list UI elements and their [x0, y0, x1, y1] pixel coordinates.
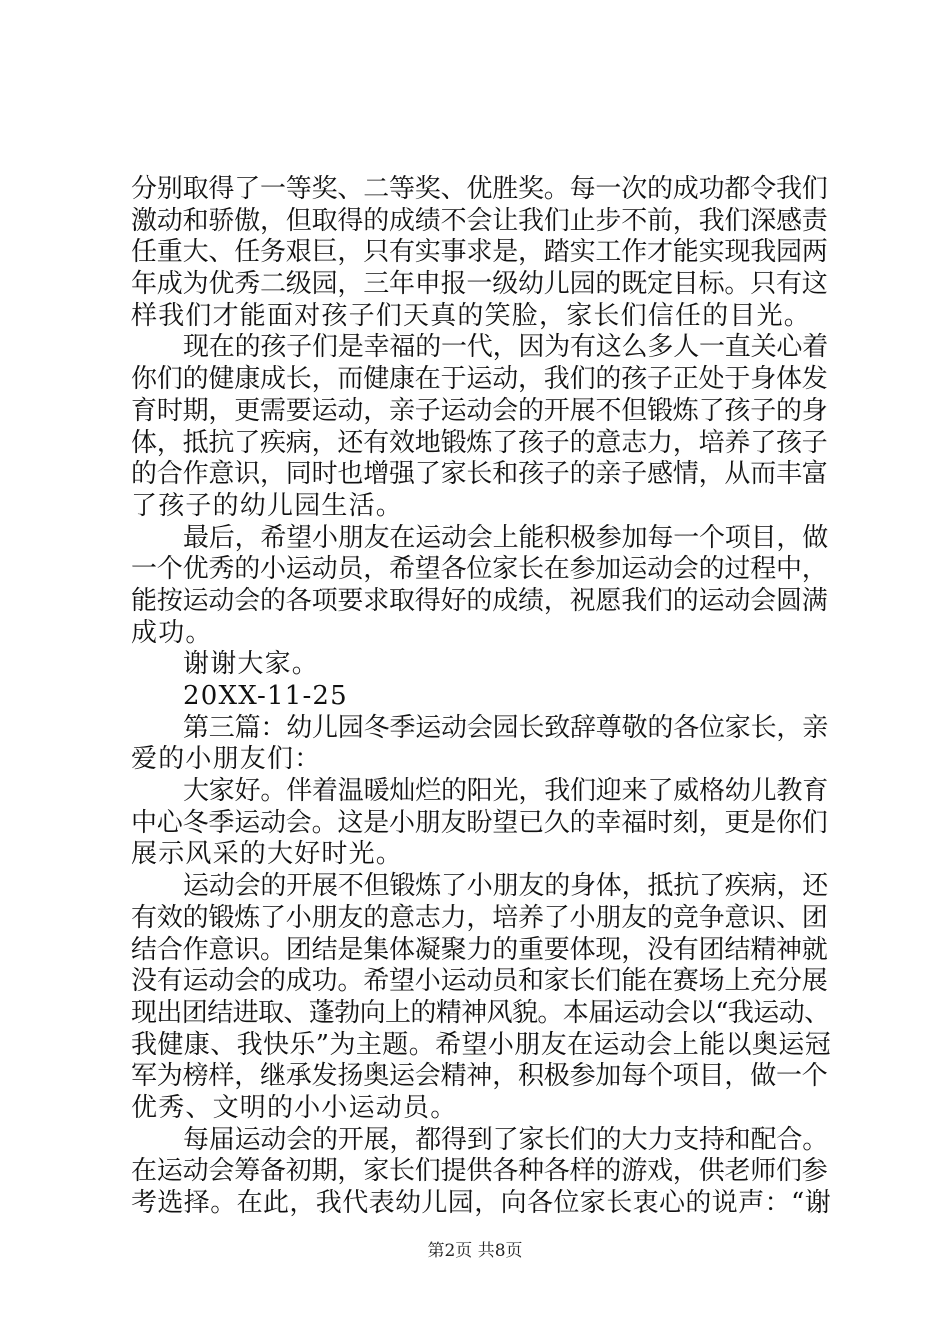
text-line: 运动会的开展不但锻炼了小朋友的身体，抵抗了疾病，还 — [183, 871, 829, 902]
text-line: 年成为优秀二级园，三年申报一级幼儿园的既定目标。只有这 — [131, 269, 828, 300]
text-line: 考选择。在此，我代表幼儿园，向各位家长衷心的说声：“谢 — [131, 1188, 832, 1218]
text-line: 20XX-11-25 — [183, 681, 348, 711]
text-line: 每届运动会的开展，都得到了家长们的大力支持和配合。 — [183, 1124, 829, 1155]
text-line: 激动和骄傲，但取得的成绩不会让我们止步不前，我们深感责 — [131, 205, 828, 236]
text-line: 育时期，更需要运动，亲子运动会的开展不但锻炼了孩子的身 — [131, 395, 828, 426]
text-line: 任重大、任务艰巨，只有实事求是，踏实工作才能实现我园两 — [131, 237, 828, 268]
text-line: 我健康、我快乐”为主题。希望小朋友在运动会上能以奥运冠 — [131, 1029, 832, 1060]
text-line: 爱的小朋友们： — [131, 744, 322, 775]
text-line: 第三篇：幼儿园冬季运动会园长致辞尊敬的各位家长，亲 — [183, 712, 829, 743]
text-line: 优秀、文明的小小运动员。 — [131, 1092, 458, 1123]
text-line: 现出团结进取、蓬勃向上的精神风貌。本届运动会以“我运动、 — [131, 997, 830, 1028]
text-line: 成功。 — [131, 617, 213, 648]
text-line: 一个优秀的小运动员，希望各位家长在参加运动会的过程中， — [131, 554, 828, 585]
text-line: 结合作意识。团结是集体凝聚力的重要体现，没有团结精神就 — [131, 934, 828, 965]
page-footer: 第2页 共8页 — [427, 1241, 523, 1261]
text-line: 样我们才能面对孩子们天真的笑脸，家长们信任的目光。 — [131, 300, 812, 331]
text-line: 现在的孩子们是幸福的一代，因为有这么多人一直关心着 — [183, 332, 829, 363]
text-line: 最后，希望小朋友在运动会上能积极参加每一个项目，做 — [183, 522, 829, 553]
text-line: 有效的锻炼了小朋友的意志力，培养了小朋友的竞争意识、团 — [131, 902, 828, 933]
text-line: 在运动会筹备初期，家长们提供各种各样的游戏，供老师们参 — [131, 1156, 828, 1187]
text-line: 谢谢大家。 — [183, 649, 320, 680]
text-line: 你们的健康成长，而健康在于运动，我们的孩子正处于身体发 — [131, 364, 828, 395]
document-body — [131, 174, 831, 1220]
text-line: 中心冬季运动会。这是小朋友盼望已久的幸福时刻，更是你们 — [131, 807, 828, 838]
text-line: 没有运动会的成功。希望小运动员和家长们能在赛场上充分展 — [131, 966, 828, 997]
text-line: 的合作意识，同时也增强了家长和孩子的亲子感情，从而丰富 — [131, 459, 828, 490]
text-line: 体，抵抗了疾病，还有效地锻炼了孩子的意志力，培养了孩子 — [131, 427, 828, 458]
text-line: 军为榜样，继承发扬奥运会精神，积极参加每个项目，做一个 — [131, 1061, 828, 1092]
text-line: 了孩子的幼儿园生活。 — [131, 490, 404, 521]
text-line: 分别取得了一等奖、二等奖、优胜奖。每一次的成功都令我们 — [131, 174, 828, 204]
text-line: 大家好。伴着温暖灿烂的阳光，我们迎来了威格幼儿教育 — [183, 776, 829, 807]
text-line: 能按运动会的各项要求取得好的成绩，祝愿我们的运动会圆满 — [131, 585, 828, 616]
text-line: 展示风采的大好时光。 — [131, 839, 404, 870]
